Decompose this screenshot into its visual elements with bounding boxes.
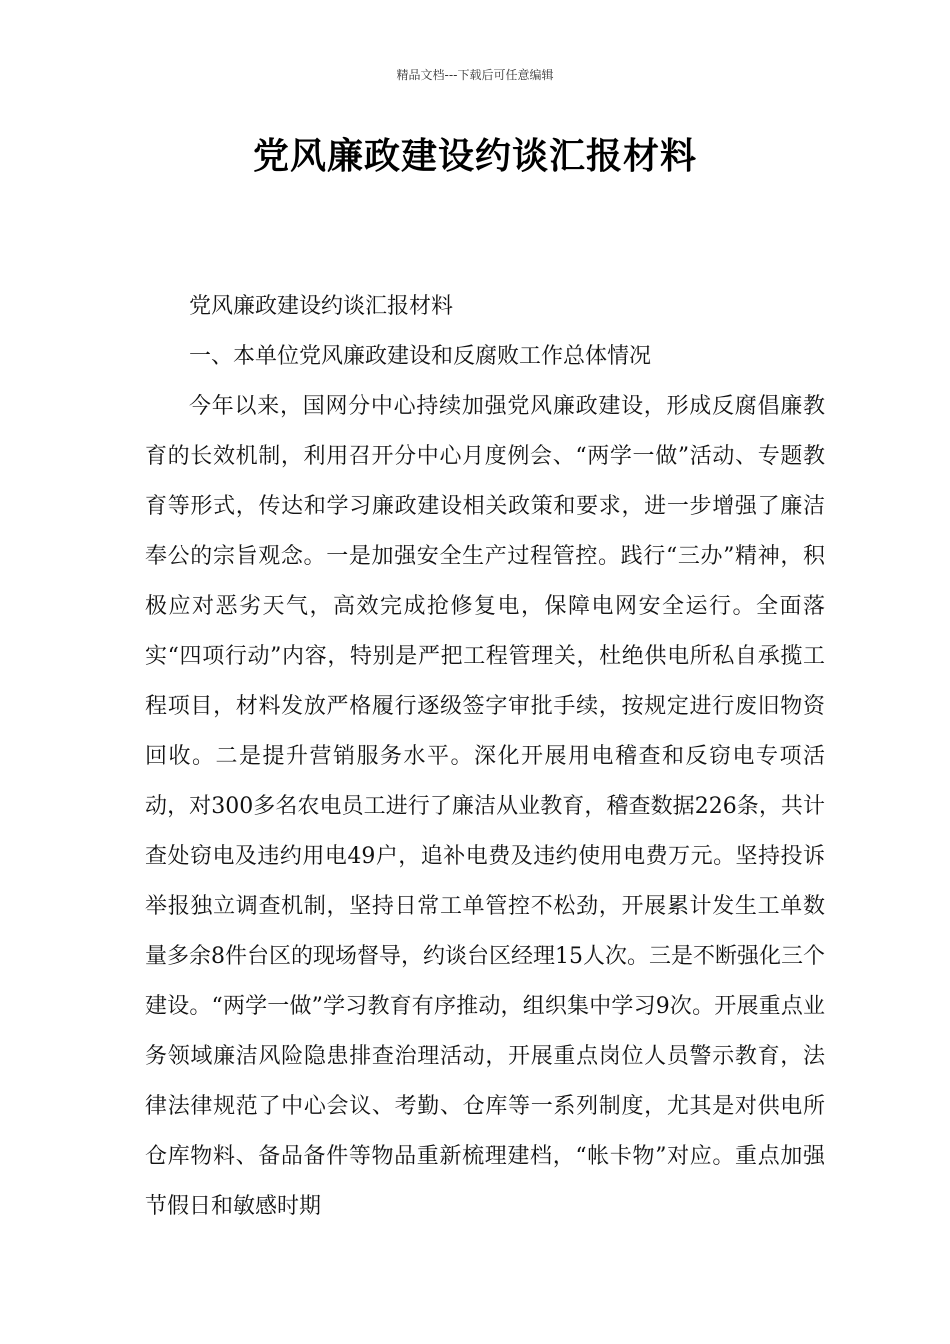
paragraph-subtitle: 党风廉政建设约谈汇报材料 xyxy=(189,294,454,319)
document-body xyxy=(145,282,825,1232)
document-title: 党风廉政建设约谈汇报材料 xyxy=(252,136,697,177)
header-note: 精品文档---下载后可任意编辑 xyxy=(396,68,554,82)
paragraph-body: 今年以来，国网分中心持续加强党风廉政建设，形成反腐倡廉教育的长效机制，利用召开分中心月度例会、“两学一做”活动、专题教育等形式，传达和学习廉政建设相关政策和要求，进一步增强了廉洁奉公的宗旨观念。一是加强安全生产过程管控。践行“三办”精神，积极应对恶劣天气，高效完成抢修复电，保障电网安全运行。全面落实“四项行动”内容，特别是严把工程管理关，杜绝供电所私自承揽工程项目，材料发放严格履行逐级签字审批手续，按规定进行废旧物资回收。二是提升营销服务水平。深化开展用电稽查和反窃电专项活动，对300多名农电员工进行了廉洁从业教育，稽查数据226条，共计查处窃电及违约用电49户，追补电费及违约使用电费万元。坚持投诉举报独立调查机制，坚持日常工单管控不松劲，开展累计发生工单数量多余8件台区的现场督导，约谈台区经理15人次。三是不断强化三个建设。“两学一做”学习教育有序推动，组织集中学习9次。开展重点业务领域廉洁风险隐患排查治理活动，开展重点岗位人员警示教育，法律法律规范了中心会议、考勤、仓库等一系列制度，尤其是对供电所仓库物料、备品备件等物品重新梳理建档，“帐卡物”对应。重点加强节假日和敏感时期 xyxy=(145,394,825,1219)
paragraph-section-heading: 一、本单位党风廉政建设和反腐败工作总体情况 xyxy=(189,344,652,369)
